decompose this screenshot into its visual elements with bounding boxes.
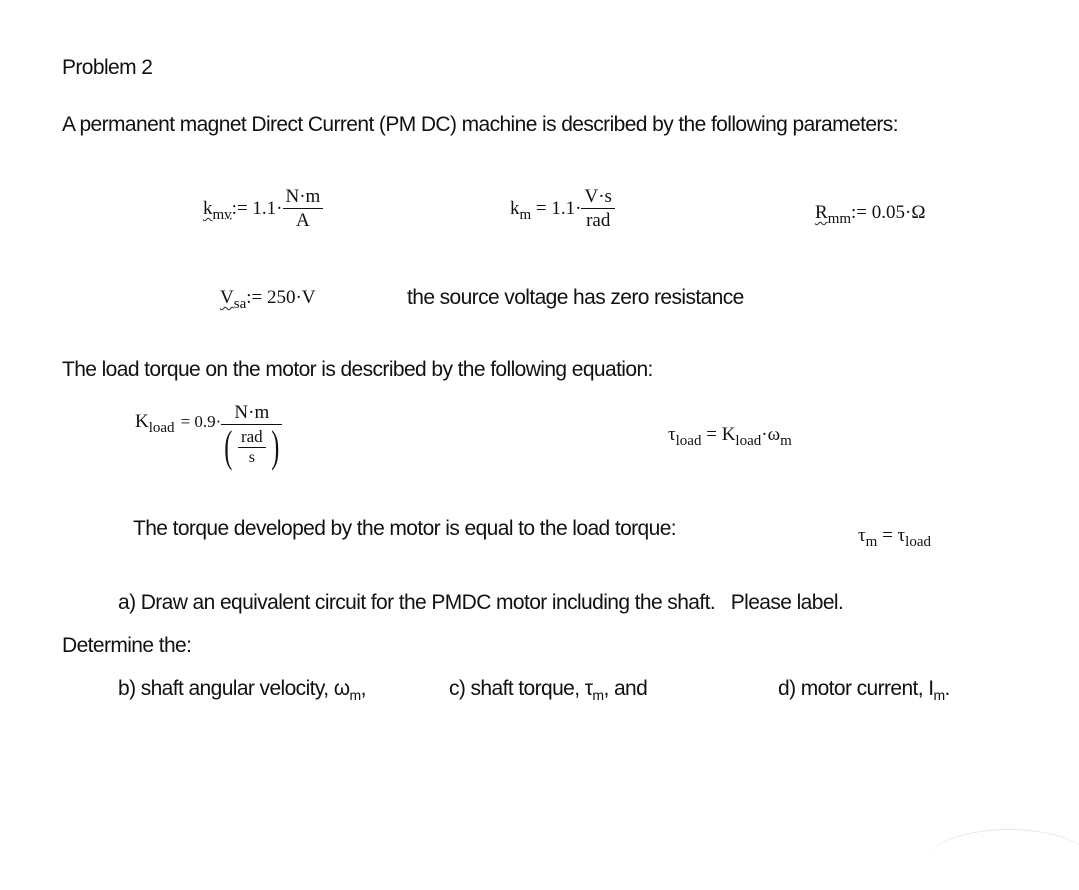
kv-denominator: A [296, 210, 310, 231]
kload-numerator: N·m [234, 402, 270, 423]
zero-resistance-note: the source voltage has zero resistance [407, 286, 744, 309]
rad-numerator: rad [240, 426, 263, 446]
vsa-value: 250·V [266, 287, 316, 308]
kload-operator: = 0.9· [180, 411, 222, 431]
param-kv [203, 186, 323, 233]
problem-title: Problem 2 [62, 56, 153, 79]
torque-equality [858, 525, 931, 550]
tload-rhs-k: $K_{load}$ [721, 424, 762, 449]
param-vsa [220, 287, 316, 312]
param-km [510, 186, 615, 233]
km-symbol: $k_m$ [510, 197, 532, 223]
load-intro-text: The load torque on the motor is described by the following equation: [62, 358, 653, 381]
kv-fraction [283, 186, 324, 233]
tload-dot: · [761, 424, 768, 445]
tm-lhs: $\tau_m$ [858, 525, 878, 550]
km-operator: = [535, 197, 547, 219]
rm-operator: := [851, 202, 868, 223]
kload-fraction [221, 402, 282, 469]
km-denominator: rad [586, 210, 611, 231]
kv-operator: := [231, 197, 248, 219]
vsa-operator: := [246, 287, 263, 308]
km-fraction [581, 186, 614, 233]
tload-lhs: $\tau_{load}$ [668, 424, 702, 449]
s-denominator: s [248, 448, 255, 466]
km-coef: 1.1· [551, 197, 582, 219]
kv-numerator: N·m [285, 186, 321, 207]
page-corner-curl [929, 829, 1079, 890]
left-paren: ( [224, 422, 233, 471]
kload-denominator [221, 422, 282, 471]
tm-rhs: $\tau_{load}$ [897, 525, 931, 550]
rm-value: 0.05·Ω [871, 202, 926, 223]
intro-text: A permanent magnet Direct Current (PM DC) machine is described by the following parameters: [62, 113, 898, 136]
kv-coef: 1.1· [252, 197, 283, 219]
determine-label: Determine the: [62, 634, 192, 657]
km-numerator: V·s [584, 186, 612, 207]
rad-per-s-fraction [238, 427, 266, 468]
torque-statement: The torque developed by the motor is equal to the load torque: [133, 517, 677, 540]
tload-equation [668, 424, 792, 449]
vsa-symbol: $V_{sa}$ [220, 287, 247, 312]
tm-operator: = [882, 525, 893, 546]
part-c: c) shaft torque, $\tau_m$, and [449, 677, 648, 703]
param-rm [815, 202, 926, 227]
part-b: b) shaft angular velocity, $\omega_m$, [118, 677, 366, 703]
right-paren: ) [270, 422, 280, 471]
kv-symbol: $k_{mv}$ [203, 197, 232, 223]
part-a: a) Draw an equivalent circuit for the PMDC motor including the shaft. Please label. [118, 591, 844, 614]
rm-symbol: $R_{mm}$ [815, 202, 852, 227]
tload-rhs-omega: $\omega_m$ [767, 424, 792, 449]
tload-operator: = [706, 424, 717, 445]
kload-equation [135, 402, 282, 469]
part-d: d) motor current, $I_m$. [778, 677, 950, 703]
kload-symbol: $K_{load}$ [135, 410, 175, 436]
